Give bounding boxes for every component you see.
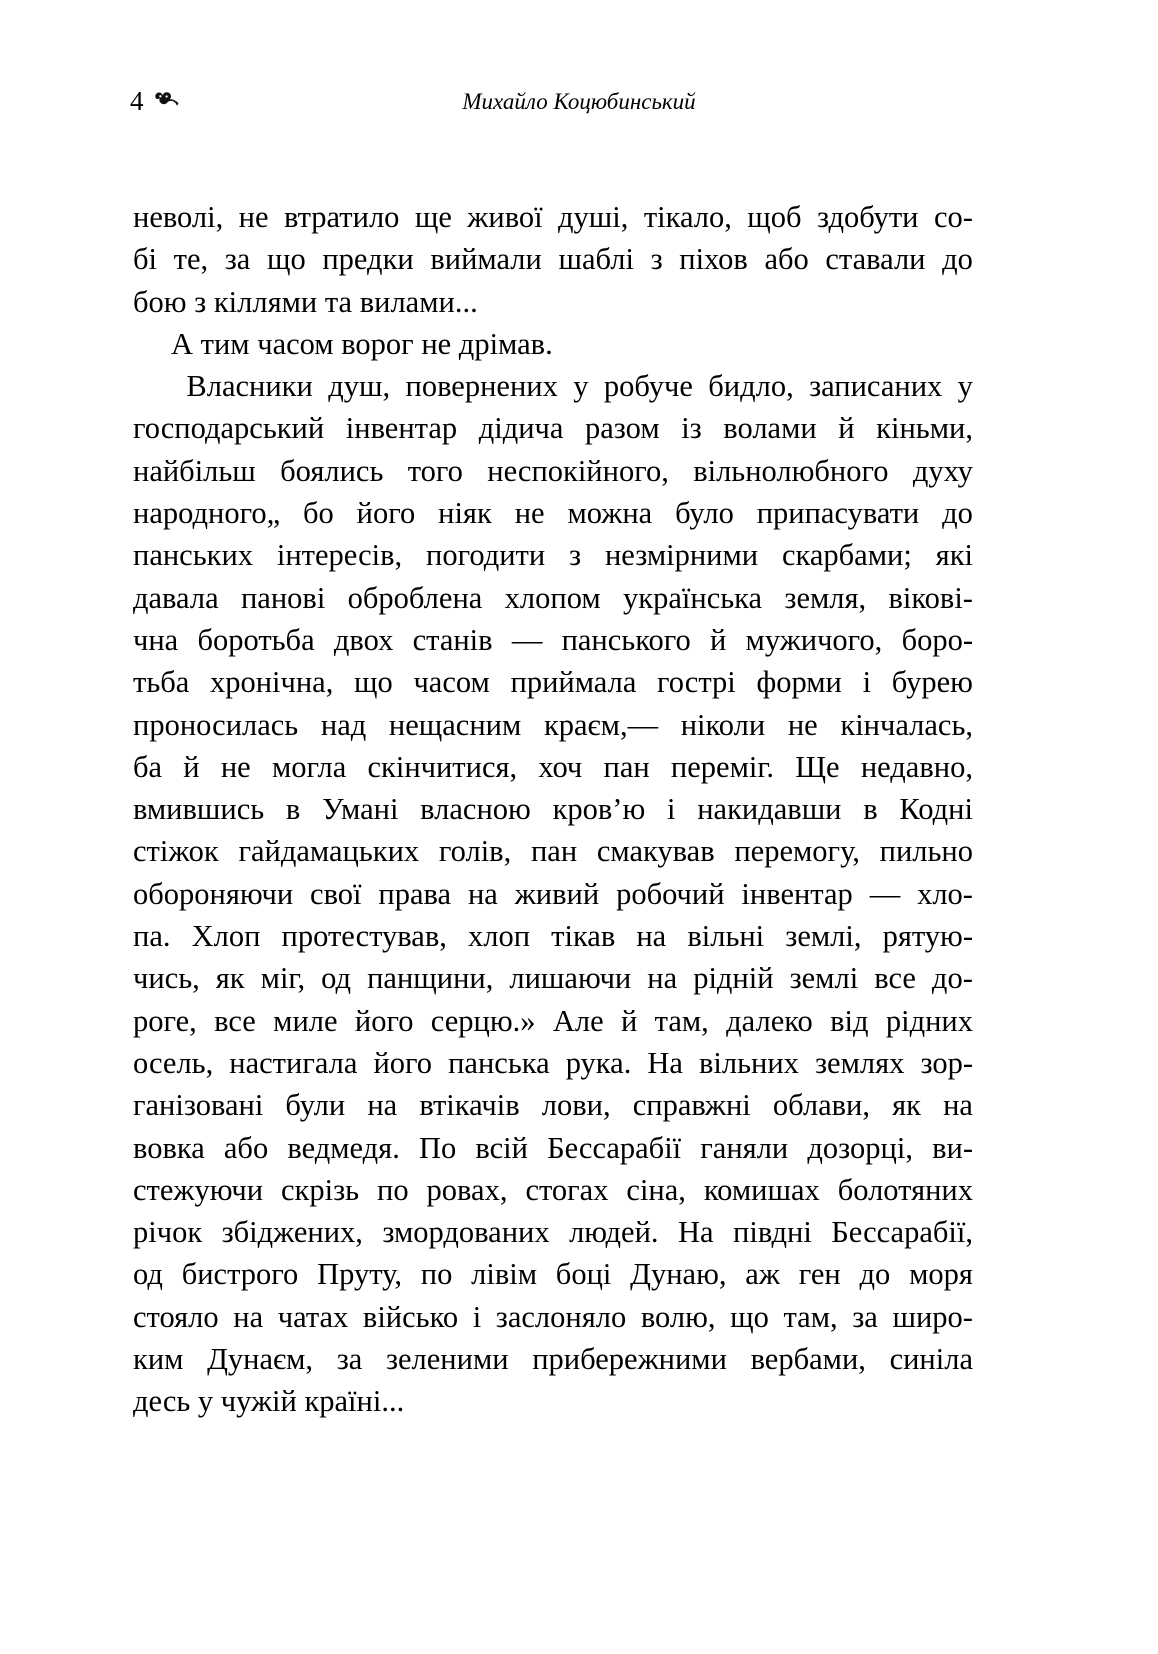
text-word: со-: [933, 200, 973, 234]
text-word: Бессарабії,: [831, 1215, 973, 1250]
text-word: душ,: [328, 369, 391, 404]
text-word: або: [764, 242, 809, 277]
text-word: українська: [623, 580, 763, 615]
text-word: чна: [133, 622, 179, 657]
text-word: скарбами;: [781, 538, 912, 573]
text-line: [133, 365, 973, 407]
text-word: серцю.»: [430, 1003, 536, 1038]
text-line: [133, 534, 973, 576]
text-word: до-: [931, 961, 973, 996]
text-word: па.: [133, 919, 171, 954]
text-word: живої: [467, 200, 543, 234]
text-word: із: [681, 411, 702, 446]
text-word: Власники: [186, 369, 313, 404]
text-word: стежуючи: [133, 1172, 264, 1207]
text-word: збіджених,: [221, 1215, 363, 1250]
text-word: живий: [514, 876, 600, 911]
text-word: втікачів: [419, 1088, 520, 1123]
text-word: здобути: [816, 200, 919, 234]
text-word: болотяних: [837, 1172, 973, 1207]
text-word: записаних: [809, 369, 943, 404]
header-author-name: Михайло Коцюбинський: [462, 89, 696, 114]
text-word: справжні: [632, 1088, 751, 1123]
text-word: часом: [413, 665, 490, 700]
text-word: вікові-: [888, 580, 973, 615]
text-line: [133, 704, 973, 746]
text-word: накидавши: [697, 792, 842, 827]
text-word: гайдамацьких: [238, 834, 420, 869]
text-word: до: [859, 1257, 891, 1292]
body-text: [133, 196, 973, 1423]
text-word: синіла: [889, 1342, 973, 1377]
text-word: ба: [133, 749, 163, 784]
text-line: А тим часом ворог не дрімав.: [171, 326, 553, 361]
text-word: нещасним: [388, 707, 522, 742]
text-word: ген: [798, 1257, 841, 1292]
text-word: як: [215, 961, 245, 996]
fleuron-ornament-icon: [153, 87, 183, 109]
text-word: за: [224, 242, 251, 277]
text-line: [133, 1000, 973, 1042]
text-line: [133, 830, 973, 872]
text-word: заслоняло: [495, 1299, 627, 1334]
text-word: людей.: [569, 1215, 659, 1250]
text-word: По: [418, 1130, 457, 1165]
text-word: бурею: [891, 665, 973, 700]
text-word: робуче: [603, 369, 693, 404]
text-word: інтересів,: [276, 538, 403, 573]
text-word: не: [787, 707, 818, 742]
text-word: що: [266, 242, 306, 277]
text-word: інвентар: [741, 876, 853, 911]
text-word: з: [650, 242, 663, 277]
text-word: Ще: [795, 749, 840, 784]
text-word: боялись: [280, 453, 384, 488]
text-word: як: [892, 1088, 921, 1123]
text-word: кінчалась,: [840, 707, 973, 742]
text-word: голів,: [438, 834, 512, 869]
text-word: —: [511, 622, 543, 657]
text-word: землі: [789, 961, 859, 996]
text-line: [133, 746, 973, 788]
text-word: в: [285, 792, 301, 827]
text-word: сіна,: [626, 1172, 686, 1207]
text-word: на: [467, 876, 498, 911]
text-word: од: [133, 1257, 163, 1292]
text-word: хлоп: [467, 919, 531, 954]
text-word: ще: [414, 200, 452, 234]
text-word: річок: [133, 1215, 203, 1250]
text-word: вільних: [699, 1045, 799, 1080]
text-word: на: [636, 919, 667, 954]
text-word: хронічна,: [209, 665, 334, 700]
text-word: землі,: [785, 919, 862, 954]
text-word: вільні: [687, 919, 765, 954]
text-word: панських: [133, 538, 254, 573]
text-line: [133, 661, 973, 703]
paragraph: [133, 196, 973, 323]
text-word: миле: [273, 1003, 338, 1038]
text-line: [133, 1296, 973, 1338]
text-line: [133, 492, 973, 534]
text-word: пильно: [879, 834, 973, 869]
text-line: [133, 873, 973, 915]
text-word: прибережними: [532, 1342, 727, 1377]
text-word: лівім: [471, 1257, 537, 1292]
text-word: того: [407, 453, 463, 488]
text-word: пан: [603, 749, 650, 784]
running-header: [130, 88, 1028, 124]
text-word: господарський: [133, 411, 325, 446]
text-word: все: [874, 961, 916, 996]
text-word: власною: [420, 792, 531, 827]
text-word: рука.: [565, 1045, 632, 1080]
text-word: бидло,: [708, 369, 794, 404]
text-word: боці: [555, 1257, 612, 1292]
text-word: Хлоп: [191, 919, 261, 954]
paragraph-list: [133, 196, 973, 1423]
text-line: [133, 238, 973, 280]
text-word: чись,: [133, 961, 200, 996]
text-word: мужичого,: [745, 622, 883, 657]
text-word: станів: [412, 622, 493, 657]
text-word: які: [935, 538, 973, 573]
text-word: Пруту,: [317, 1257, 402, 1292]
text-word: його: [373, 1045, 433, 1080]
text-word: погодити: [426, 538, 546, 573]
text-word: піхов: [679, 242, 748, 277]
text-word: пан: [530, 834, 578, 869]
text-word: були: [285, 1088, 346, 1123]
text-word: смакував: [596, 834, 715, 869]
text-word: ніяк: [438, 496, 492, 531]
text-word: шаблі: [558, 242, 634, 277]
text-word: од: [321, 961, 352, 996]
text-word: ведмедя.: [287, 1130, 400, 1165]
text-word: панщини,: [367, 961, 494, 996]
text-word: широ-: [892, 1299, 973, 1334]
text-word: кров’ю: [552, 792, 646, 827]
text-word: ставали: [825, 242, 926, 277]
text-word: інвентар: [345, 411, 458, 446]
text-word: кіньми,: [876, 411, 973, 446]
text-word: від: [830, 1003, 869, 1038]
text-word: хлопом: [504, 580, 601, 615]
text-word: обороняючи: [133, 876, 294, 911]
text-word: вільнолюбного: [693, 453, 889, 488]
text-word: ганяли: [700, 1130, 789, 1165]
text-word: Дунаю,: [630, 1257, 727, 1292]
text-word: зор-: [920, 1045, 973, 1080]
text-word: Але: [552, 1003, 604, 1038]
text-word: в: [863, 792, 878, 827]
text-word: на: [647, 961, 678, 996]
text-word: ким: [133, 1342, 184, 1377]
text-word: змордованих: [382, 1215, 550, 1250]
text-word: хоч: [538, 749, 583, 784]
text-word: проносилась: [133, 707, 299, 742]
text-word: півдні: [733, 1215, 812, 1250]
text-word: лови,: [541, 1088, 611, 1123]
text-word: незмірними: [604, 538, 759, 573]
text-word: форми: [756, 665, 842, 700]
text-word: його: [356, 496, 416, 531]
text-word: Дунаєм,: [207, 1342, 314, 1377]
text-word: роге,: [133, 1003, 197, 1038]
text-word: військо: [362, 1299, 459, 1334]
text-word: боротьба: [197, 622, 315, 657]
text-word: недавно,: [860, 749, 973, 784]
text-word: Кодні: [899, 792, 973, 827]
text-word: скрізь: [280, 1172, 360, 1207]
text-word: На: [678, 1215, 714, 1250]
text-word: давала: [133, 580, 219, 615]
text-line: [133, 619, 973, 661]
text-word: оброблена: [347, 580, 483, 615]
text-word: рідній: [693, 961, 774, 996]
text-word: те,: [173, 242, 209, 277]
text-word: стіжок: [133, 834, 219, 869]
text-word: неспокійного,: [487, 453, 669, 488]
text-word: там,: [783, 1299, 838, 1334]
text-word: не: [514, 496, 545, 531]
text-word: двох: [333, 622, 394, 657]
text-word: або: [223, 1130, 269, 1165]
text-word: щоб: [747, 200, 802, 234]
text-word: облави,: [772, 1088, 870, 1123]
text-word: тікав: [551, 919, 616, 954]
text-word: земля,: [784, 580, 867, 615]
text-word: повернених: [405, 369, 558, 404]
text-word: й: [183, 749, 200, 784]
text-word: ганізовані: [133, 1088, 264, 1123]
text-word: на: [233, 1299, 264, 1334]
text-word: припасувати: [756, 496, 920, 531]
text-word: чатах: [277, 1299, 349, 1334]
text-word: лишаючи: [509, 961, 632, 996]
text-word: боро-: [901, 622, 973, 657]
text-word: й: [709, 622, 727, 657]
folio-group: [130, 88, 183, 115]
text-word: неволі,: [133, 200, 224, 234]
text-word: ніколи: [680, 707, 766, 742]
text-word: панська: [448, 1045, 550, 1080]
text-word: свої: [310, 876, 362, 911]
text-line: [133, 196, 973, 238]
text-word: права: [378, 876, 452, 911]
text-word: краєм,—: [543, 707, 659, 742]
text-word: бистрого: [181, 1257, 299, 1292]
text-word: що: [354, 665, 393, 700]
text-word: волю,: [640, 1299, 716, 1334]
text-word: народного„: [133, 496, 281, 531]
text-word: на: [367, 1088, 398, 1123]
text-word: зеленими: [385, 1342, 509, 1377]
text-word: панові: [240, 580, 326, 615]
text-word: скінчитися,: [367, 749, 518, 784]
text-word: що: [730, 1299, 769, 1334]
text-word: робочий: [616, 876, 725, 911]
text-word: і: [862, 665, 872, 700]
text-line: [133, 450, 973, 492]
text-word: На: [647, 1045, 683, 1080]
text-word: до: [942, 242, 973, 277]
text-word: панського: [561, 622, 691, 657]
text-word: землях: [815, 1045, 905, 1080]
text-word: там,: [654, 1003, 709, 1038]
text-word: разом: [585, 411, 660, 446]
text-line: [133, 915, 973, 957]
text-word: стогах: [525, 1172, 609, 1207]
text-word: протестував,: [281, 919, 447, 954]
text-word: волами: [723, 411, 817, 446]
text-word: вмившись: [133, 792, 265, 827]
text-word: комишах: [703, 1172, 820, 1207]
text-word: за: [852, 1299, 878, 1334]
paragraph: [133, 365, 973, 1422]
text-word: і: [472, 1299, 482, 1334]
page-number: 4: [130, 86, 144, 116]
text-word: по: [420, 1257, 453, 1292]
text-word: й: [838, 411, 855, 446]
text-line: [133, 1253, 973, 1295]
text-word: дозорці,: [807, 1130, 913, 1165]
text-line: [133, 577, 973, 619]
text-line: [133, 1084, 973, 1126]
text-word: над: [320, 707, 367, 742]
text-word: далеко: [726, 1003, 813, 1038]
text-word: його: [354, 1003, 414, 1038]
text-line: [133, 1211, 973, 1253]
text-line: [133, 1169, 973, 1211]
text-word: виймали: [430, 242, 542, 277]
text-word: осель,: [133, 1045, 214, 1080]
text-word: втратило: [283, 200, 400, 234]
text-word: не: [220, 749, 251, 784]
text-word: у: [957, 369, 973, 404]
text-word: не: [238, 200, 269, 234]
text-word: —: [869, 876, 901, 911]
text-line: [133, 407, 973, 449]
text-word: духу: [912, 453, 973, 488]
text-word: ви-: [932, 1130, 973, 1165]
text-word: вовка: [133, 1130, 205, 1165]
text-word: на: [943, 1088, 973, 1123]
text-line: [133, 1042, 973, 1084]
text-word: ровах,: [426, 1172, 508, 1207]
text-word: до: [942, 496, 973, 531]
text-word: все: [214, 1003, 256, 1038]
text-word: Умані: [322, 792, 399, 827]
text-word: перемогу,: [734, 834, 860, 869]
text-line: [133, 1127, 973, 1169]
text-word: бі: [133, 242, 157, 277]
text-word: рідних: [885, 1003, 973, 1038]
text-word: тьба: [133, 665, 190, 700]
text-word: гострі: [657, 665, 736, 700]
text-word: дідича: [478, 411, 564, 446]
text-word: бо: [303, 496, 334, 531]
text-word: переміг.: [670, 749, 775, 784]
text-line: [133, 788, 973, 830]
text-word: предки: [322, 242, 414, 277]
text-word: моря: [909, 1257, 973, 1292]
text-word: найбільш: [133, 453, 256, 488]
text-word: за: [336, 1342, 363, 1377]
text-word: душі,: [558, 200, 629, 234]
text-word: могла: [271, 749, 347, 784]
text-word: й: [620, 1003, 638, 1038]
text-word: з: [569, 538, 582, 573]
text-line: десь у чужій країні...: [133, 1384, 405, 1419]
text-word: настигала: [229, 1045, 358, 1080]
paragraph: [133, 323, 973, 365]
text-word: рятую-: [882, 919, 973, 954]
text-line: [133, 1338, 973, 1380]
text-word: по: [377, 1172, 409, 1207]
text-word: всій: [475, 1130, 528, 1165]
text-word: аж: [745, 1257, 780, 1292]
text-word: можна: [567, 496, 653, 531]
text-word: стояло: [133, 1299, 219, 1334]
text-word: було: [675, 496, 734, 531]
text-word: приймала: [510, 665, 637, 700]
text-line: [133, 957, 973, 999]
text-word: хло-: [917, 876, 973, 911]
text-line: бою з кіллями та вилами...: [133, 284, 478, 319]
text-word: у: [573, 369, 589, 404]
text-word: міг,: [260, 961, 306, 996]
text-word: Бессарабії: [547, 1130, 682, 1165]
text-word: і: [667, 792, 676, 827]
text-word: тікало,: [643, 200, 732, 234]
paragraph-indent: [133, 365, 171, 407]
text-word: вербами,: [750, 1342, 866, 1377]
